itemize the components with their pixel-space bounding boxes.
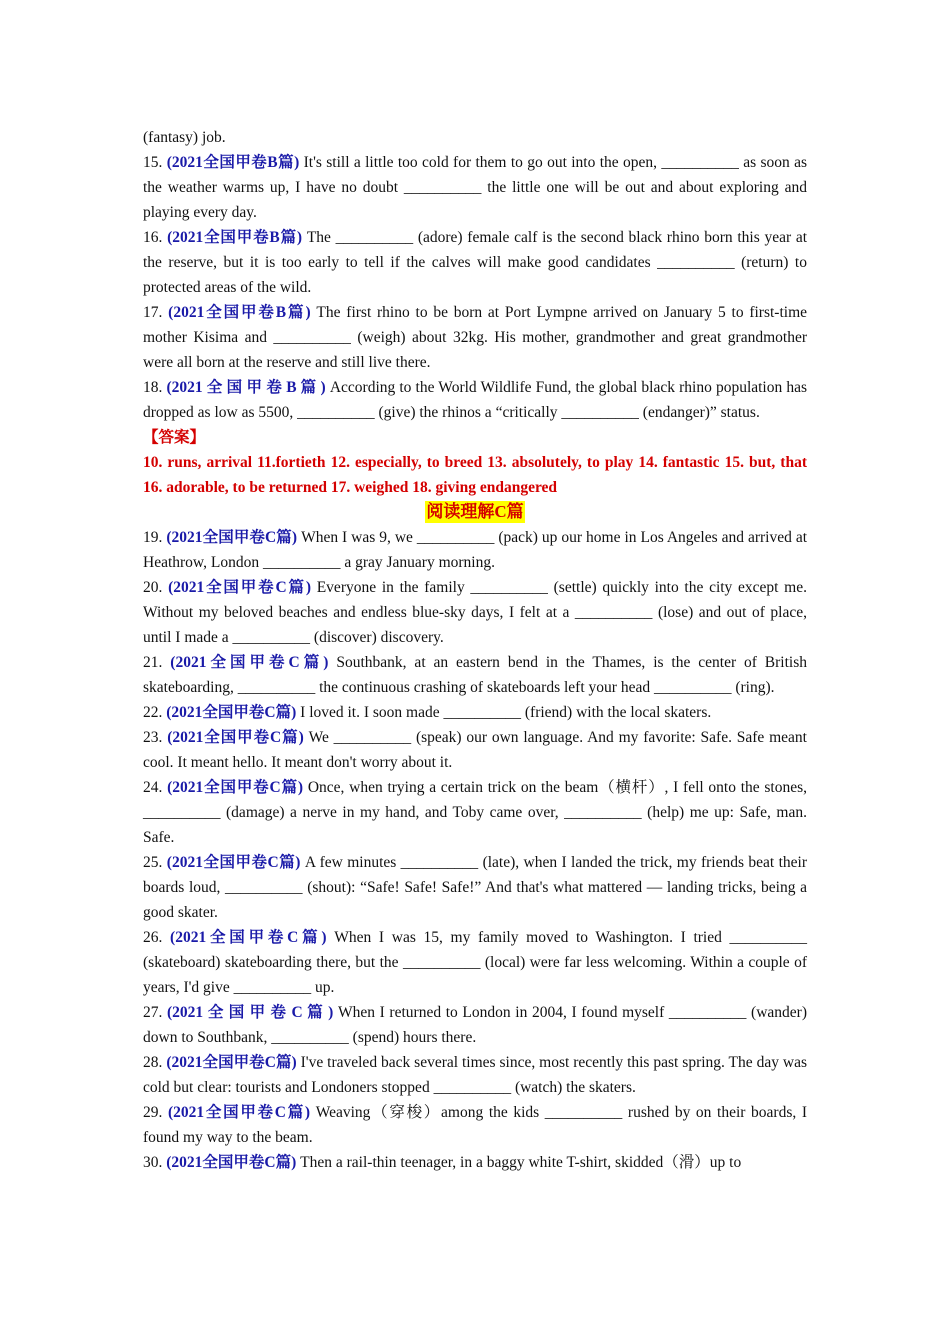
question-20 — [143, 575, 807, 650]
question-source: (2021全国甲卷C篇) — [166, 854, 301, 871]
question-26 — [143, 925, 807, 1000]
question-number: 26. — [143, 929, 163, 946]
question-text: I loved it. I soon made __________ (friend) with the local skaters. — [300, 704, 712, 721]
question-text: When I returned to London in 2004, I found myself __________ (wander) down to Southbank, __________ (spend) hours there. — [143, 1004, 807, 1046]
question-18 — [143, 375, 807, 425]
question-source: (2021全国甲卷C篇) — [168, 579, 311, 596]
question-source: (2021全国甲卷C篇) — [167, 1104, 311, 1121]
question-text: The __________ (adore) female calf is the second black rhino born this year at the reserve, but it is too early to tell if the calves will make good candidates __________ (return) to protected areas of the wild. — [143, 229, 808, 296]
question-text: The first rhino to be born at Port Lympne arrived on January 5 to first-time mother Kisima and __________ (weigh) about 32kg. His mother, grandmother and great grandmother were all born at the reserve and still live there. — [143, 304, 808, 371]
question-17 — [143, 300, 807, 375]
question-text: Once, when trying a certain trick on the beam（横杆）, I fell onto the stones, __________ (damage) a nerve in my hand, and Toby came over, __________ (help) me up: Safe, man. Safe. — [143, 779, 808, 846]
question-22 — [143, 700, 807, 725]
question-15 — [143, 150, 807, 225]
question-27 — [143, 1000, 807, 1050]
question-text: According to the World Wildlife Fund, the global black rhino population has dropped as low as 5500, __________ (give) the rhinos a “critically __________ (endanger)” status. — [143, 379, 808, 421]
question-number: 29. — [143, 1104, 163, 1121]
question-source: (2021全国甲卷C篇) — [166, 704, 297, 721]
question-number: 20. — [143, 579, 163, 596]
question-21 — [143, 650, 807, 700]
question-source: (2021全国甲卷C篇) — [167, 729, 304, 746]
question-30 — [143, 1150, 807, 1175]
question-24 — [143, 775, 807, 850]
document-page — [143, 125, 807, 1175]
question-23 — [143, 725, 807, 775]
question-text: A few minutes __________ (late), when I landed the trick, my friends beat their boards loud, __________ (shout): “Safe! Safe! Safe!” And that's what mattered — landing tricks, being a good skater. — [143, 854, 808, 921]
question-number: 18. — [143, 379, 163, 396]
question-text: I've traveled back several times since, most recently this past spring. The day was cold but clear: tourists and Londoners stopped __________ (watch) the skaters. — [143, 1054, 807, 1096]
section-heading: 阅读理解C篇 — [426, 502, 524, 521]
question-number: 23. — [143, 729, 163, 746]
question-19 — [143, 525, 807, 575]
question-28 — [143, 1050, 807, 1100]
question-text: Weaving（穿梭）among the kids __________ rushed by on their boards, I found my way to the beam. — [143, 1104, 807, 1146]
question-text: Then a rail-thin teenager, in a baggy white T-shirt, skidded（滑）up to — [300, 1154, 742, 1171]
question-text: We __________ (speak) our own language. And my favorite: Safe. Safe meant cool. It meant hello. It meant don't worry about it. — [143, 729, 807, 771]
question-29 — [143, 1100, 807, 1150]
question-source: (2021全国甲卷B篇) — [168, 304, 311, 321]
question-source: (2021全国甲卷B篇) — [167, 229, 303, 246]
question-source: (2021全国甲卷C篇) — [170, 654, 329, 671]
question-source: (2021全国甲卷C篇) — [166, 1054, 297, 1071]
lead-line: (fantasy) job. — [143, 129, 226, 146]
question-number: 17. — [143, 304, 163, 321]
question-text: It's still a little too cold for them to go out into the open, __________ as soon as the weather warms up, I have no doubt __________ the little one will be out and about exploring and playing every day. — [143, 154, 808, 221]
answer-heading: 【答案】 — [143, 429, 206, 446]
question-number: 19. — [143, 529, 163, 546]
question-number: 28. — [143, 1054, 163, 1071]
question-text: When I was 15, my family moved to Washington. I tried __________ (skateboard) skateboarding there, but the __________ (local) were far less welcoming. Within a couple of years, I'd give __________ up. — [143, 929, 808, 996]
question-source: (2021全国甲卷C篇) — [167, 779, 304, 796]
question-source: (2021全国甲卷B篇) — [166, 154, 300, 171]
section-heading-wrap — [143, 500, 807, 525]
question-source: (2021全国甲卷C篇) — [166, 1154, 297, 1171]
question-25 — [143, 850, 807, 925]
question-number: 30. — [143, 1154, 163, 1171]
question-number: 21. — [143, 654, 163, 671]
question-source: (2021全国甲卷C篇) — [170, 929, 327, 946]
question-number: 27. — [143, 1004, 163, 1021]
question-text: Southbank, at an eastern bend in the Thames, is the center of British skateboarding, __________ the continuous crashing of skateboards left your head __________ (ring). — [143, 654, 808, 696]
question-16 — [143, 225, 807, 300]
answer-body: 10. runs, arrival 11.fortieth 12. especially, to breed 13. absolutely, to play 14. fantastic 15. but, that 16. adorable, to be returned 17. weighed 18. giving endangered — [143, 454, 807, 496]
question-number: 24. — [143, 779, 163, 796]
question-source: (2021全国甲卷C篇) — [166, 529, 298, 546]
question-text: When I was 9, we __________ (pack) up our home in Los Angeles and arrived at Heathrow, London __________ a gray January morning. — [143, 529, 808, 571]
question-number: 16. — [143, 229, 163, 246]
question-source: (2021 全 国 甲 卷 B 篇 ) — [166, 379, 326, 396]
question-number: 22. — [143, 704, 163, 721]
question-source: (2021 全 国 甲 卷 C 篇 ) — [167, 1004, 334, 1021]
question-number: 25. — [143, 854, 163, 871]
question-text: Everyone in the family __________ (settle) quickly into the city except me. Without my beloved beaches and endless blue-sky days, I felt at a __________ (lose) and out of place, until I made a __________ (discover) discovery. — [143, 579, 807, 646]
question-number: 15. — [143, 154, 163, 171]
